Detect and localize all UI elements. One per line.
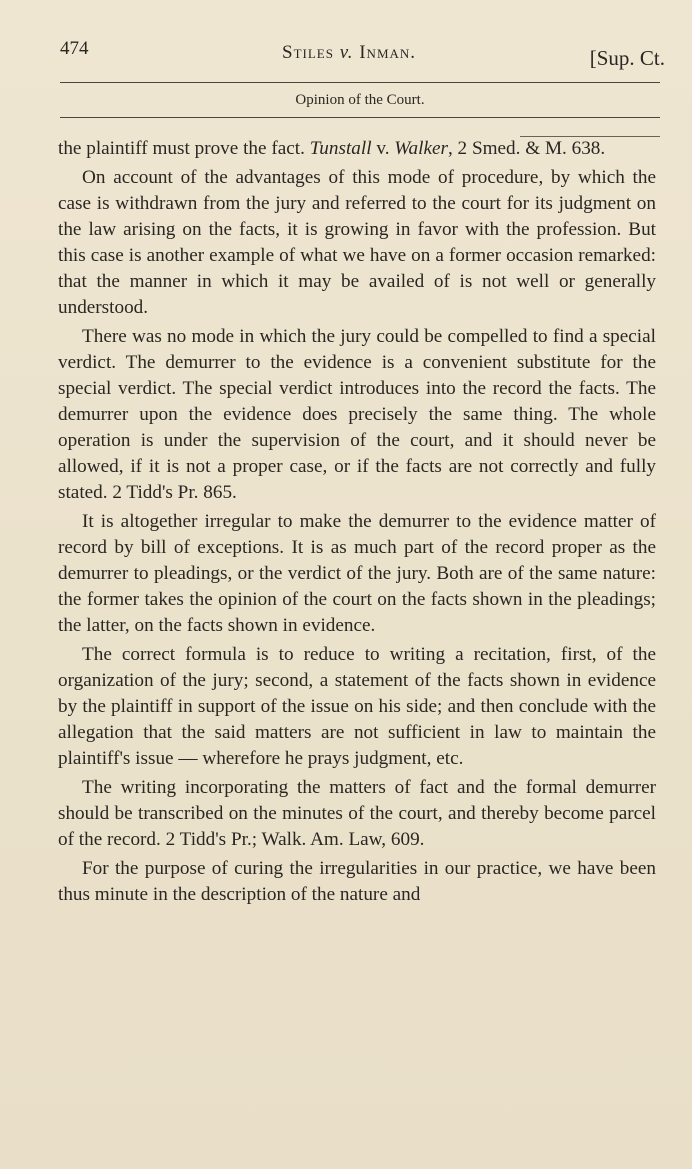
header-rule [60,82,660,83]
section-label: Opinion of the Court. [295,92,425,108]
page-number: 474 [60,38,89,59]
paragraph-continuation [58,136,656,162]
paragraph: The correct formula is to reduce to writing a recitation, first, of the organization of the jury; second, a statement of the facts shown in evidence by the plaintiff in support of the issue on his side; and then conclude with the allegation that the said matters are not sufficient in law to maintain the plaintiff's issue — wherefore he prays judgment, etc. [58,644,656,769]
paragraph: There was no mode in which the jury could be compelled to find a special verdict. The demurrer to the evidence is a convenient substitute for the special verdict. The special verdict introduces into the record the facts. The demurrer upon the evidence does precisely the same thing. The whole operation is under the supervision of the court, and it should never be allowed, if it is not a proper case, or if the facts are not correctly and fully stated. 2 Tidd's Pr. 865. [58,326,656,503]
paragraph: On account of the advantages of this mode of procedure, by which the case is withdrawn from the jury and referred to the court for its judgment on the law arising on the facts, it is growing in favor with the profession. But this case is another example of what we have on a former occasion remarked: that the manner in which it may be availed of is not well or generally understood. [58,167,656,318]
running-title [282,42,416,64]
opinion-text [58,136,656,908]
case-versus: v. [371,138,395,159]
page-header [60,34,665,74]
case-name-first: Tunstall [309,138,372,159]
running-title-defendant: Inman. [359,42,417,63]
paragraph: The writing incorporating the matters of fact and the formal demurrer should be transcribed on the minutes of the court, and thereby become parcel of the record. 2 Tidd's Pr.; Walk. Am. Law, 609. [58,777,656,850]
case-name-second: Walker [394,138,448,159]
citation-lead-text: the plaintiff must prove the fact. [58,138,310,159]
court-label: [Sup. Ct. [589,46,665,70]
paragraph: For the purpose of curing the irregularities in our practice, we have been thus minute in the description of the nature and [58,858,656,905]
running-title-plaintiff: Stiles [282,42,334,63]
citation-reference: , 2 Smed. & M. 638. [447,138,606,159]
section-rule [60,117,660,118]
paragraph: It is altogether irregular to make the demurrer to the evidence matter of record by bill of exceptions. It is as much part of the record proper as the demurrer to pleadings, or the verdict of the jury. Both are of the same nature: the former takes the opinion of the court on the facts shown in the pleadings; the latter, on the facts shown in evidence. [58,511,656,636]
running-title-versus: v. [339,42,354,63]
